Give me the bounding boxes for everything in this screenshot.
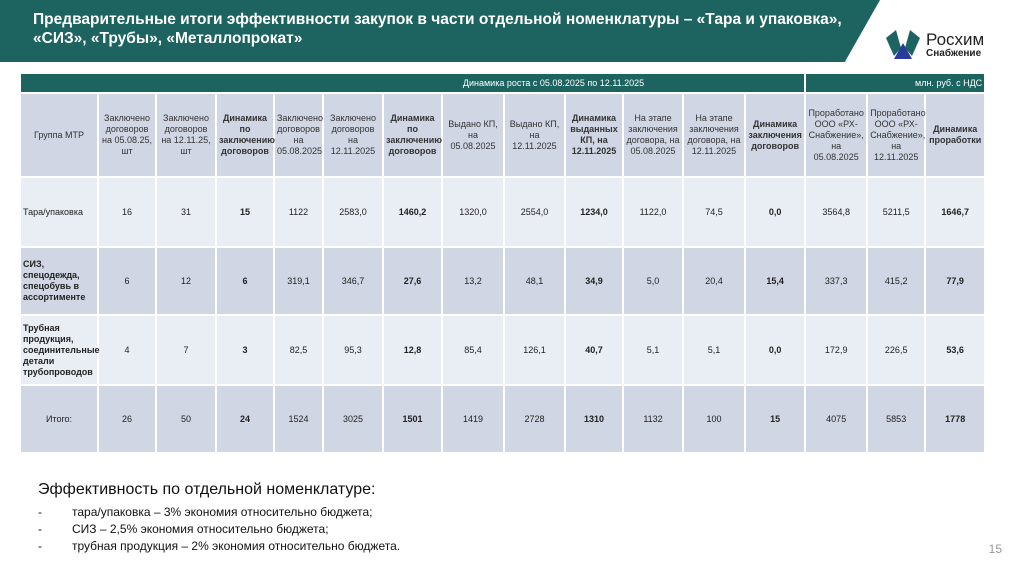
table-units: млн. руб. с НДС [805,73,985,93]
column-header: Проработано ООО «РХ-Снабжение», на 12.11.2025 [867,93,925,177]
logo [884,28,984,62]
table-cell: 337,3 [805,247,867,315]
table-cell: 26 [98,385,156,453]
table-cell: 5,0 [623,247,683,315]
table-cell: 2728 [504,385,565,453]
table-cell: 34,9 [565,247,623,315]
column-header: На этапе заключения договора, на 12.11.2025 [683,93,745,177]
column-header: Группа МТР [20,93,98,177]
note-item [38,538,400,555]
table-cell: 346,7 [323,247,383,315]
row-label: Трубная продукция, соединительные детали трубопроводов [20,315,98,385]
procurement-table [19,72,986,454]
column-header: Проработано ООО «РХ-Снабжение», на 05.08.2025 [805,93,867,177]
table-row [20,247,985,315]
table-row [20,177,985,247]
table-cell: 27,6 [383,247,442,315]
column-header: Заключено договоров на 12.11.2025 [323,93,383,177]
table-cell: 15,4 [745,247,805,315]
table-caption: Динамика роста с 05.08.2025 по 12.11.2025 [20,73,805,93]
column-header: Заключено договоров на 05.08.25, шт [98,93,156,177]
table-cell: 15 [745,385,805,453]
note-text: трубная продукция – 2% экономия относительно бюджета. [72,539,401,553]
note-text: тара/упаковка – 3% экономия относительно бюджета; [72,505,373,519]
table-cell: 415,2 [867,247,925,315]
table-cell: 4 [98,315,156,385]
table-cell: 85,4 [442,315,504,385]
table-cell: 53,6 [925,315,985,385]
table-caption-row [20,73,985,93]
table-cell: 126,1 [504,315,565,385]
table-cell: 1310 [565,385,623,453]
table-cell: 3 [216,315,274,385]
roskhim-logo-icon [884,28,922,62]
column-header: Заключено договоров на 12.11.25, шт [156,93,216,177]
column-header: Динамика по заключению договоров [383,93,442,177]
row-label: Тара/упаковка [20,177,98,247]
table-cell: 3564,8 [805,177,867,247]
bullet-dash: - [38,505,42,519]
table-cell: 2583,0 [323,177,383,247]
table-cell: 24 [216,385,274,453]
table-cell: 2554,0 [504,177,565,247]
table-cell: 7 [156,315,216,385]
table-cell: 13,2 [442,247,504,315]
note-item [38,504,400,521]
notes [38,481,400,555]
column-header: На этапе заключения договора, на 05.08.2025 [623,93,683,177]
table-cell: 6 [98,247,156,315]
table-cell: 1122 [274,177,323,247]
table-cell: 5,1 [683,315,745,385]
table-cell: 1778 [925,385,985,453]
table-cell: 20,4 [683,247,745,315]
column-header: Динамика проработки [925,93,985,177]
table-cell: 319,1 [274,247,323,315]
table-header-row [20,93,985,177]
table-cell: 4075 [805,385,867,453]
row-label: СИЗ, спецодежда, спецобувь в ассортименте [20,247,98,315]
column-header: Выдано КП, на 12.11.2025 [504,93,565,177]
logo-sub: Снабжение [926,47,982,59]
bullet-dash: - [38,539,42,553]
table-cell: 5853 [867,385,925,453]
page-number: 15 [988,542,1002,556]
table-cell: 15 [216,177,274,247]
table-cell: 12,8 [383,315,442,385]
table-cell: 172,9 [805,315,867,385]
table-cell: 50 [156,385,216,453]
table-cell: 1501 [383,385,442,453]
column-header: Динамика по заключению договоров [216,93,274,177]
table-cell: 1320,0 [442,177,504,247]
column-header: Заключено договоров на 05.08.2025 [274,93,323,177]
table-cell: 1419 [442,385,504,453]
table-cell: 12 [156,247,216,315]
table-cell: 226,5 [867,315,925,385]
notes-heading: Эффективность по отдельной номенклатуре: [38,481,376,498]
table-cell: 16 [98,177,156,247]
note-item [38,521,400,538]
note-text: СИЗ – 2,5% экономия относительно бюджета; [72,522,329,536]
table-cell: 31 [156,177,216,247]
column-header: Выдано КП, на 05.08.2025 [442,93,504,177]
row-label: Итого: [20,385,98,453]
table-cell: 0,0 [745,177,805,247]
table-cell: 1524 [274,385,323,453]
table-cell: 40,7 [565,315,623,385]
table-cell: 1234,0 [565,177,623,247]
table-cell: 82,5 [274,315,323,385]
table-cell: 5,1 [623,315,683,385]
table-cell: 1122,0 [623,177,683,247]
page-title: Предварительные итоги эффективности закупок в части отдельной номенклатуры – «Тара и упаковка», «СИЗ», «Трубы», «Металлопрокат» [33,11,842,47]
bullet-dash: - [38,522,42,536]
table-cell: 1132 [623,385,683,453]
table-cell: 74,5 [683,177,745,247]
column-header: Динамика заключения договоров [745,93,805,177]
table-cell: 1460,2 [383,177,442,247]
table-cell: 77,9 [925,247,985,315]
table-cell: 100 [683,385,745,453]
table-cell: 6 [216,247,274,315]
table-cell: 3025 [323,385,383,453]
table-row [20,315,985,385]
table-cell: 5211,5 [867,177,925,247]
table-row [20,385,985,453]
logo-name: Росхим [926,29,985,49]
table-cell: 48,1 [504,247,565,315]
table-cell: 95,3 [323,315,383,385]
table-cell: 1646,7 [925,177,985,247]
table-cell: 0,0 [745,315,805,385]
column-header: Динамика выданных КП, на 12.11.2025 [565,93,623,177]
